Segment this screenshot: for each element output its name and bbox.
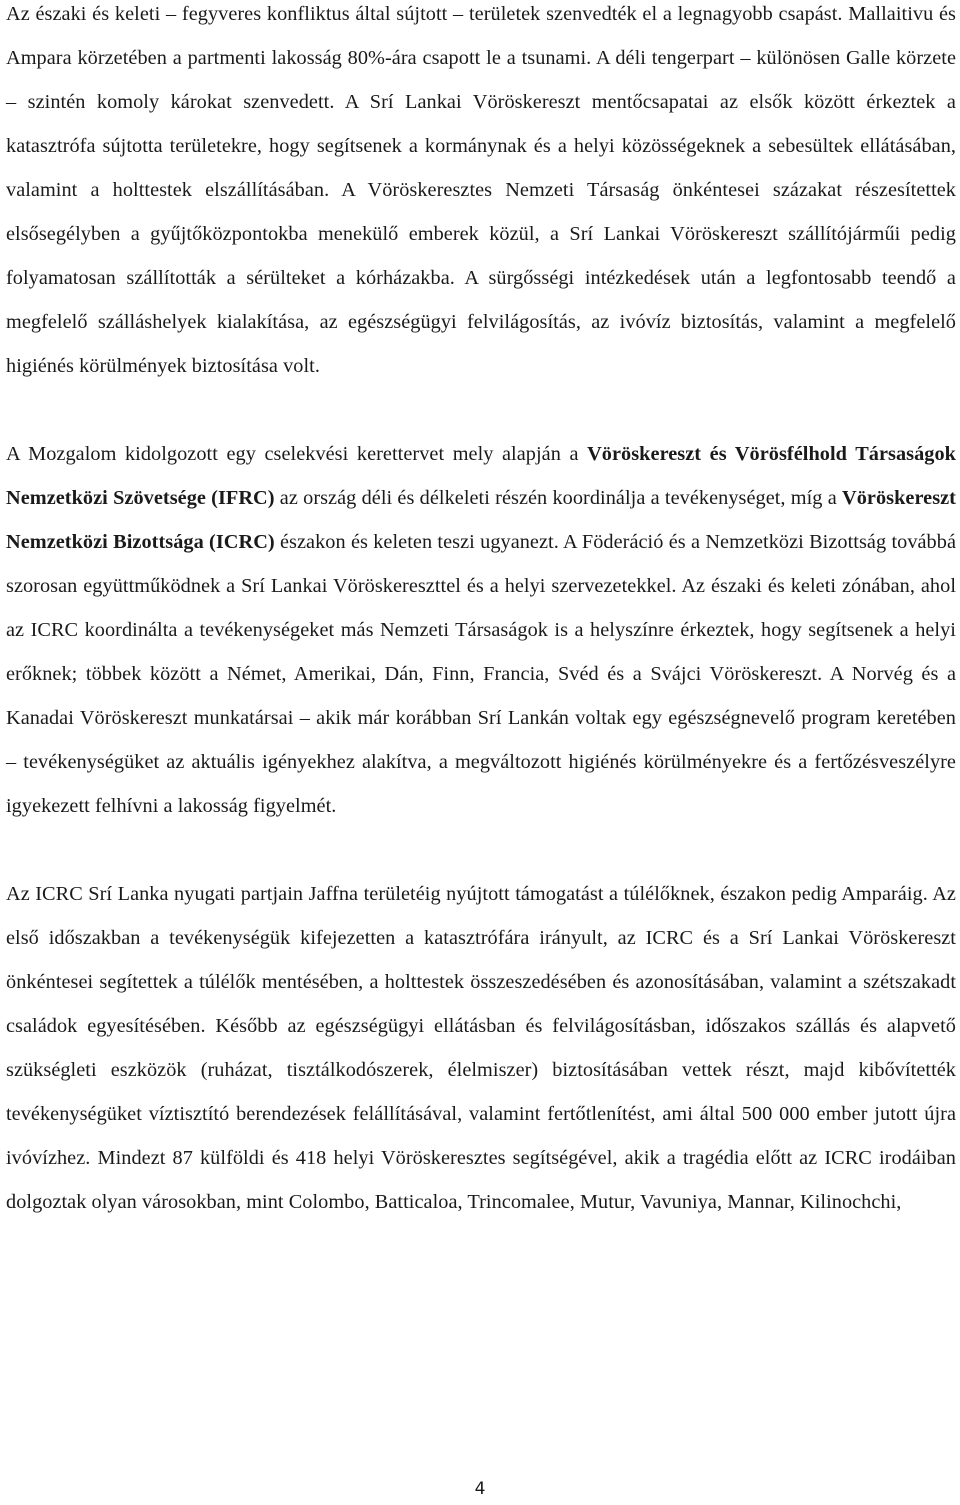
paragraph-2-segment-2: az ország déli és délkeleti részén koordinálja a tevékenységet, míg a xyxy=(274,487,842,509)
paragraph-2 xyxy=(6,432,956,828)
icrc-name: Vöröskereszt Nemzetközi Bizottsága (ICRC) xyxy=(6,487,956,553)
paragraph-2-segment-3: északon és keleten teszi ugyanezt. A Föderáció és a Nemzetközi Bizottság továbbá szorosan együttműködnek a Srí Lankai Vöröskereszttel és a helyi szervezetekkel. Az északi és keleti zónában, ahol az ICRC koordinálta a tevékenységeket más Nemzeti Társaságok is a helyszínre érkeztek, hogy segítsenek a helyi erőknek; többek között a Német, Amerikai, Dán, Finn, Francia, Svéd és a Svájci Vöröskereszt. A Norvég és a Kanadai Vöröskereszt munkatársai – akik már korábban Srí Lankán voltak egy egészségnevelő program keretében – tevékenységüket az aktuális igényekhez alakítva, a megváltozott higiénés körülményekre és a fertőzésveszélyre igyekezett felhívni a lakosság figyelmét. xyxy=(6,531,956,817)
paragraph-3: Az ICRC Srí Lanka nyugati partjain Jaffna területéig nyújtott támogatást a túlélőknek, északon pedig Amparáig. Az első időszakban a tevékenységük kifejezetten a katasztrófára irányult, az ICRC és a Srí Lankai Vöröskereszt önkéntesei segítettek a túlélők mentésében, a holttestek összeszedésében és azonosításában, valamint a szétszakadt családok egyesítésében. Később az egészségügyi ellátásban és felvilágosításban, időszakos szállás és alapvető szükségleti eszközök (ruházat, tisztálkodószerek, élelmiszer) biztosításában vettek részt, majd kibővítették tevékenységüket víztisztító berendezések felállításával, valamint fertőtlenítést, ami által 500 000 ember jutott újra ivóvízhez. Mindezt 87 külföldi és 418 helyi Vöröskeresztes segítségével, akik a tragédia előtt az ICRC irodáiban dolgoztak olyan városokban, mint Colombo, Batticaloa, Trincomalee, Mutur, Vavuniya, Mannar, Kilinochchi, xyxy=(6,883,956,1213)
paragraph-2-segment-1: A Mozgalom kidolgozott egy cselekvési kerettervet mely alapján a xyxy=(6,443,588,465)
document-page xyxy=(6,0,956,1224)
paragraph-1: Az északi és keleti – fegyveres konfliktus által sújtott – területek szenvedték el a legnagyobb csapást. Mallaitivu és Ampara körzetében a partmenti lakosság 80%-ára csapott le a tsunami. A déli tengerpart – különösen Galle körzete – szintén komoly károkat szenvedett. A Srí Lankai Vöröskereszt mentőcsapatai az elsők között érkeztek a katasztrófa sújtotta területekre, hogy segítsenek a kormánynak és a helyi közösségeknek a sebesültek ellátásában, valamint a holttestek elszállításában. A Vöröskeresztes Nemzeti Társaság önkéntesei százakat részesítettek elsősegélyben a gyűjtőközpontokba menekülő emberek közül, a Srí Lankai Vöröskereszt szállítójárműi pedig folyamatosan szállították a sérülteket a kórházakba. A sürgősségi intézkedések után a legfontosabb teendő a megfelelő szálláshelyek kialakítása, az egészségügyi felvilágosítás, az ivóvíz biztosítás, valamint a megfelelő higiénés körülmények biztosítása volt. xyxy=(6,3,956,377)
page-number: 4 xyxy=(474,1479,486,1499)
ifrc-name: Vöröskereszt és Vörösfélhold Társaságok Nemzetközi Szövetsége (IFRC) xyxy=(6,443,956,509)
